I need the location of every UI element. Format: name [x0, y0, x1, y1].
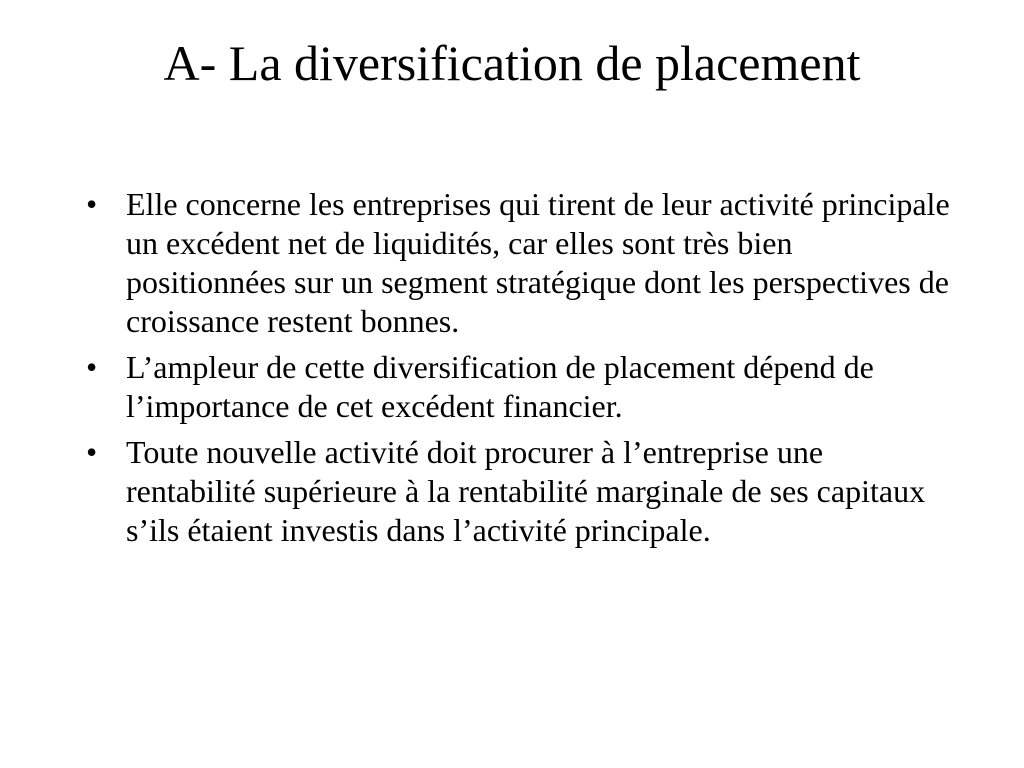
bullet-list: [80, 185, 950, 557]
bullet-item: [80, 185, 950, 341]
bullet-dot-icon: •: [86, 186, 98, 222]
bullet-item: [80, 348, 950, 426]
bullet-dot-icon: •: [86, 349, 98, 385]
bullet-text: Toute nouvelle activité doit procurer à l’entreprise une rentabilité supérieure à la rentabilité marginale de ses capitaux s’ils étaient investis dans l’activité principale.: [126, 434, 926, 548]
bullet-text: L’ampleur de cette diversification de placement dépend de l’importance de cet excédent financier.: [126, 349, 874, 424]
bullet-text: Elle concerne les entreprises qui tirent de leur activité principale un excédent net de liquidités, car elles sont très bien positionnées sur un segment stratégique dont les perspectives de croissance restent bonnes.: [126, 186, 950, 339]
bullet-dot-icon: •: [86, 434, 98, 470]
slide-title: A- La diversification de placement: [163, 35, 861, 91]
bullet-item: [80, 433, 950, 550]
